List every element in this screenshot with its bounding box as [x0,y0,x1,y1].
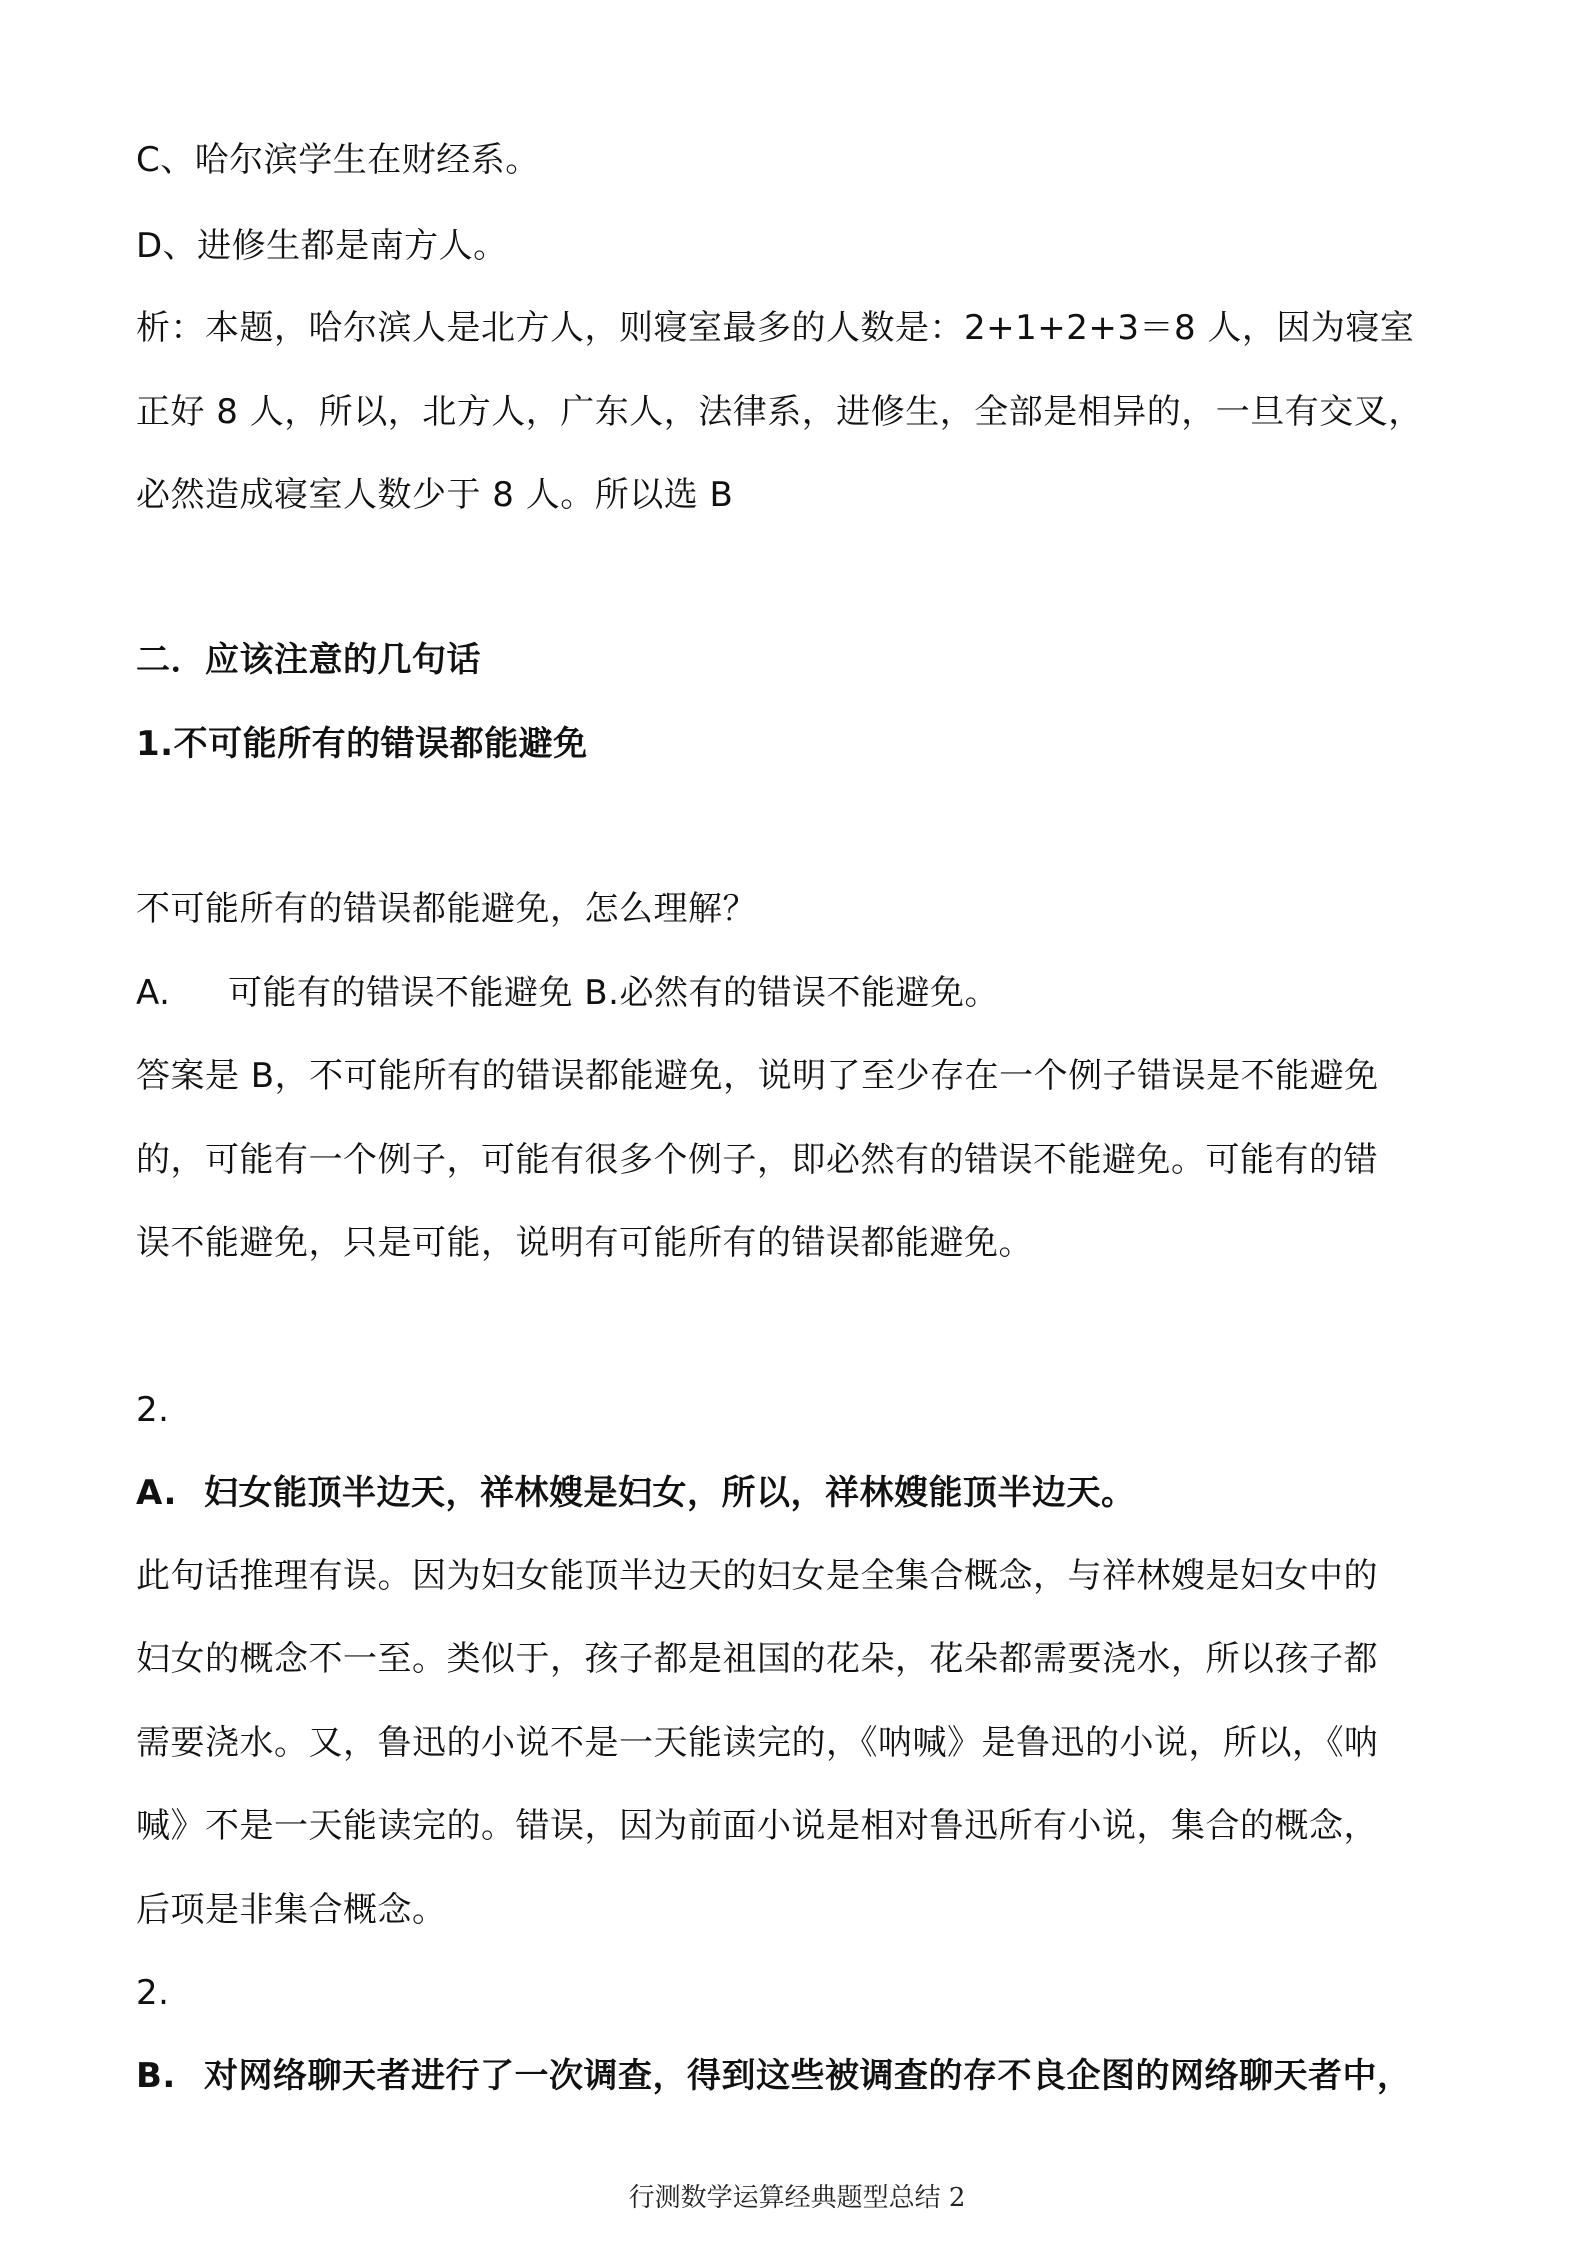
option-a-marker: A. [136,973,171,1013]
options-line [136,971,999,1015]
options-text: 可能有的错误不能避免 B.必然有的错误不能避免。 [228,973,999,1013]
page-footer: 行测数学运算经典题型总结 2 [628,2183,966,2213]
explanation-line-5: 后项是非集合概念。 [136,1890,447,1930]
subsection-heading-1: 1.不可能所有的错误都能避免 [136,724,588,764]
item-number-2a: 2. [136,1390,170,1430]
statement-b-text: 对网络聊天者进行了一次调查，得到这些被调查的存不良企图的网络聊天者中， [204,2056,1412,2096]
statement-a-text: 妇女能顶半边天，祥林嫂是妇女，所以，祥林嫂能顶半边天。 [204,1473,1136,1513]
answer-line-3: 误不能避免，只是可能，说明有可能所有的错误都能避免。 [136,1223,1033,1263]
statement-b [136,2054,1412,2098]
item-number-2b: 2. [136,1973,170,2013]
explanation-line-4: 喊》不是一天能读完的。错误，因为前面小说是相对鲁迅所有小说，集合的概念， [136,1806,1378,1846]
option-d: D、进修生都是南方人。 [136,226,508,266]
explanation-line-1: 此句话推理有误。因为妇女能顶半边天的妇女是全集合概念，与祥林嫂是妇女中的 [136,1556,1378,1596]
section-heading: 二．应该注意的几句话 [136,640,481,680]
statement-a [136,1471,1136,1515]
analysis-line-2: 正好 8 人，所以，北方人，广东人，法律系，进修生，全部是相异的，一旦有交叉， [136,392,1423,432]
question-line: 不可能所有的错误都能避免，怎么理解？ [136,889,757,929]
explanation-line-2: 妇女的概念不一至。类似于，孩子都是祖国的花朵，花朵都需要浇水，所以孩子都 [136,1639,1378,1679]
explanation-line-3: 需要浇水。又，鲁迅的小说不是一天能读完的，《呐喊》是鲁迅的小说，所以，《呐 [136,1723,1379,1763]
answer-line-2: 的，可能有一个例子，可能有很多个例子，即必然有的错误不能避免。可能有的错 [136,1140,1378,1180]
statement-a-marker: A. [136,1473,177,1513]
analysis-line-1: 析：本题，哈尔滨人是北方人，则寝室最多的人数是：2+1+2+3＝8 人，因为寝室 [136,308,1415,348]
statement-b-marker: B. [136,2056,176,2096]
answer-line-1: 答案是 B，不可能所有的错误都能避免，说明了至少存在一个例子错误是不能避免 [136,1056,1379,1096]
analysis-line-3: 必然造成寝室人数少于 8 人。所以选 B [136,475,734,515]
option-c: C、哈尔滨学生在财经系。 [136,140,540,180]
